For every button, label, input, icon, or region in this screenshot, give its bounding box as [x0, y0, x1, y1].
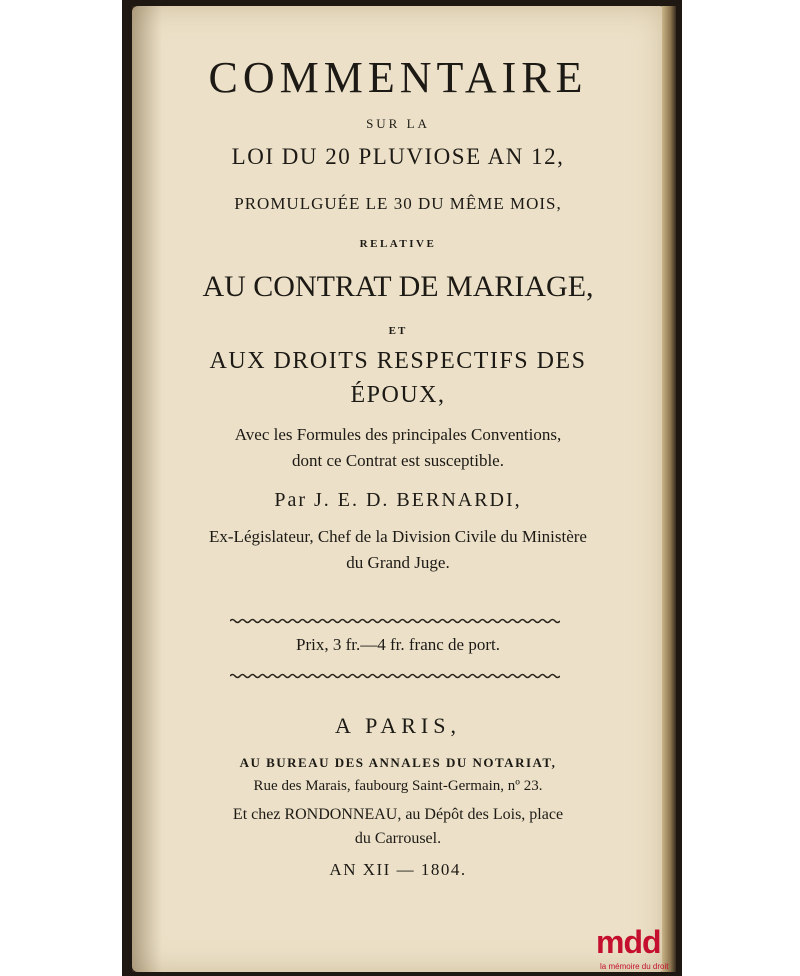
- publisher-line-4: du Carrousel.: [354, 830, 442, 847]
- publication-date: AN XII — 1804.: [329, 860, 467, 879]
- book-title: COMMENTAIRE: [208, 53, 588, 102]
- author-name: Par J. E. D. BERNARDI,: [274, 489, 522, 511]
- price-line: Prix, 3 fr.—4 fr. franc de port.: [296, 635, 500, 654]
- subtitle-contrat: AU CONTRAT DE MARIAGE,: [202, 270, 594, 303]
- subtitle-promulguee: PROMULGUÉE LE 30 DU MÊME MOIS,: [234, 194, 562, 213]
- author-title-line-2: du Grand Juge.: [346, 553, 450, 572]
- wavy-rule-top: [230, 618, 560, 624]
- description-line-2: dont ce Contrat est susceptible.: [292, 451, 504, 470]
- subtitle-droits: AUX DROITS RESPECTIFS DES: [209, 348, 587, 374]
- mdd-logo: mdd: [596, 924, 661, 960]
- subtitle-epoux: ÉPOUX,: [350, 382, 446, 408]
- subtitle-et: ET: [388, 325, 408, 337]
- publisher-line-2: Rue des Marais, faubourg Saint-Germain, nº 23.: [253, 778, 543, 794]
- mdd-tagline: la mémoire du droit: [600, 962, 669, 971]
- publisher-line-1: AU BUREAU DES ANNALES DU NOTARIAT,: [239, 755, 557, 770]
- description-line-1: Avec les Formules des principales Conventions,: [234, 425, 562, 444]
- publisher-line-3: Et chez RONDONNEAU, au Dépôt des Lois, place: [232, 806, 564, 823]
- subtitle-loi: LOI DU 20 PLUVIOSE AN 12,: [231, 144, 565, 169]
- publication-city: A PARIS,: [334, 713, 461, 738]
- subtitle-sur-la: SUR LA: [366, 116, 430, 131]
- author-title-line-1: Ex-Législateur, Chef de la Division Civile du Ministère: [209, 527, 587, 546]
- subtitle-relative: RELATIVE: [359, 238, 437, 250]
- page-edge: [662, 6, 676, 972]
- wavy-rule-bottom: [230, 673, 560, 679]
